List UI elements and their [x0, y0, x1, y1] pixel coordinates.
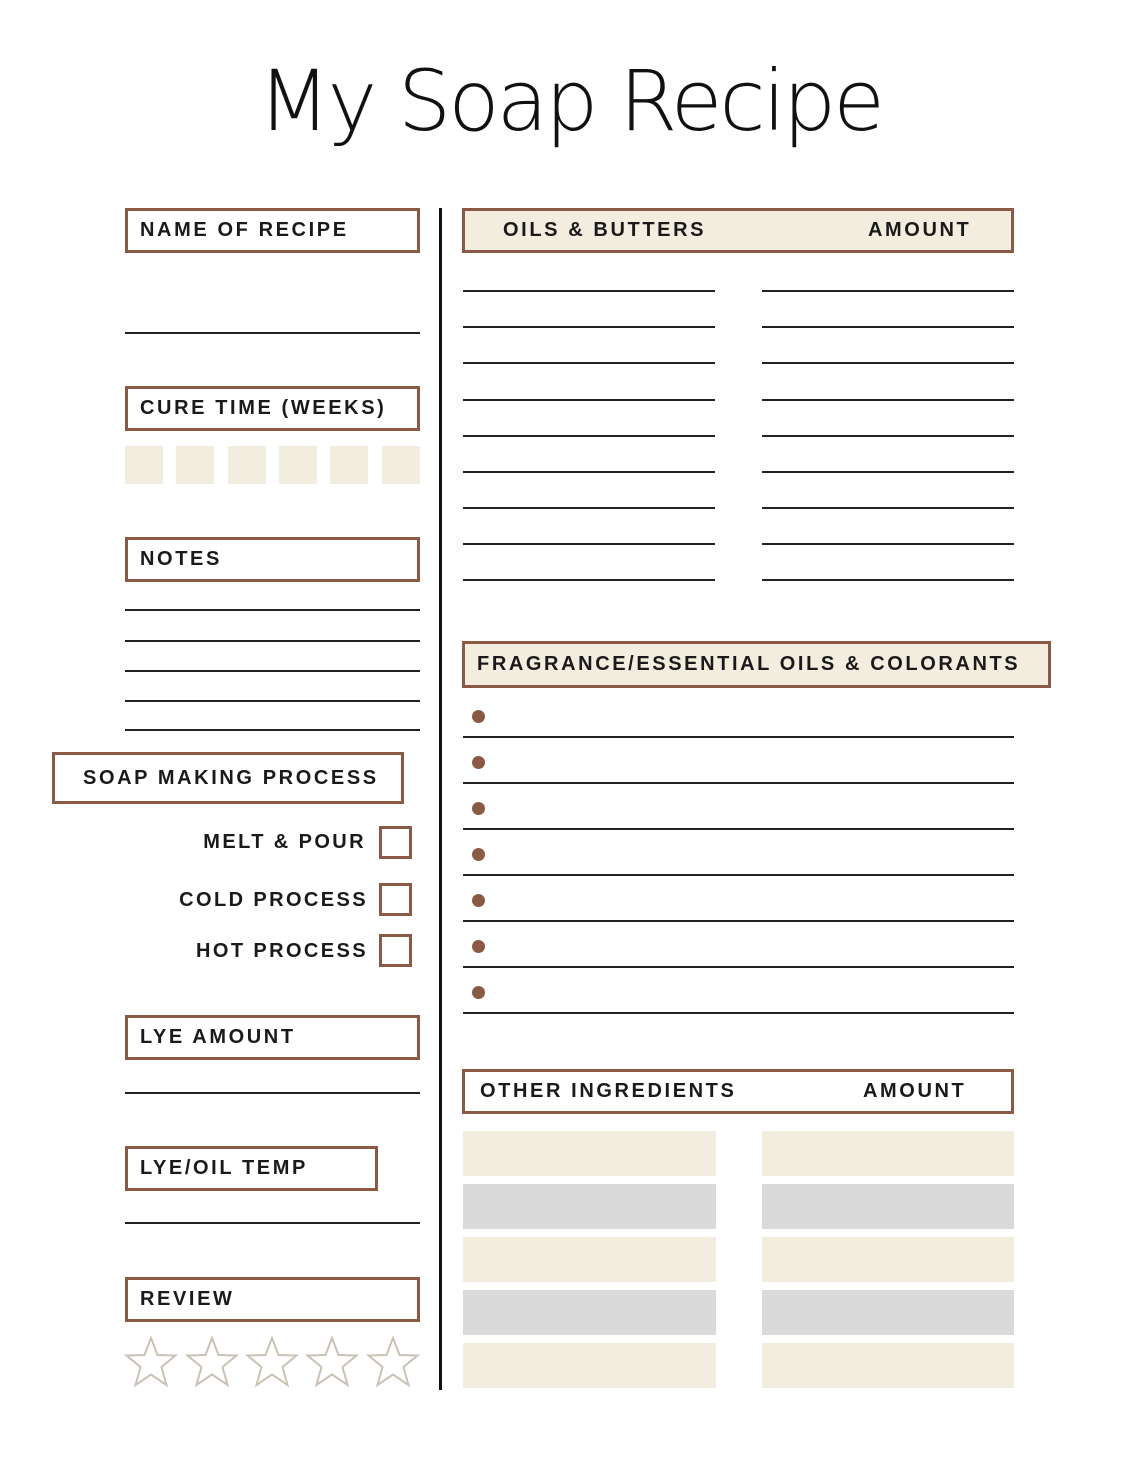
name-of-recipe-input-line[interactable]: [125, 332, 420, 334]
review-star-icon[interactable]: [185, 1336, 239, 1388]
column-divider: [439, 208, 442, 1390]
review-star-icon[interactable]: [305, 1336, 359, 1388]
lye-oil-temp-line[interactable]: [125, 1222, 420, 1224]
ingredient-name-field[interactable]: [463, 1184, 716, 1229]
cure-week-box[interactable]: [382, 446, 420, 484]
ingredient-amount-field[interactable]: [762, 1237, 1014, 1282]
notes-label: NOTES: [125, 537, 420, 582]
melt-pour-checkbox[interactable]: [379, 826, 412, 859]
oil-amount-line[interactable]: [762, 362, 1014, 364]
review-label: REVIEW: [125, 1277, 420, 1322]
lye-amount-line[interactable]: [125, 1092, 420, 1094]
melt-pour-label: MELT & POUR: [203, 831, 366, 853]
other-amount-label: AMOUNT: [863, 1080, 967, 1102]
ingredient-amount-field[interactable]: [762, 1343, 1014, 1388]
oils-butters-label: OILS & BUTTERS: [503, 219, 707, 241]
ingredient-amount-field[interactable]: [762, 1131, 1014, 1176]
lye-oil-temp-label: LYE/OIL TEMP: [125, 1146, 378, 1191]
bullet-dot: [472, 756, 485, 769]
review-star-icon[interactable]: [124, 1336, 178, 1388]
fragrance-line[interactable]: [463, 828, 1014, 830]
ingredient-name-field[interactable]: [463, 1237, 716, 1282]
oil-name-line[interactable]: [463, 399, 715, 401]
oil-amount-line[interactable]: [762, 507, 1014, 509]
ingredient-name-field[interactable]: [463, 1290, 716, 1335]
ingredient-name-field[interactable]: [463, 1343, 716, 1388]
cure-week-box[interactable]: [330, 446, 368, 484]
oil-amount-line[interactable]: [762, 543, 1014, 545]
ingredient-amount-field[interactable]: [762, 1184, 1014, 1229]
review-star-icon[interactable]: [245, 1336, 299, 1388]
bullet-dot: [472, 894, 485, 907]
cold-process-label: COLD PROCESS: [179, 889, 368, 911]
oil-amount-line[interactable]: [762, 290, 1014, 292]
fragrance-line[interactable]: [463, 782, 1014, 784]
ingredient-amount-field[interactable]: [762, 1290, 1014, 1335]
cure-time-label: CURE TIME (WEEKS): [125, 386, 420, 431]
cure-week-box[interactable]: [176, 446, 214, 484]
fragrance-line[interactable]: [463, 920, 1014, 922]
fragrance-line[interactable]: [463, 874, 1014, 876]
name-of-recipe-label: NAME OF RECIPE: [125, 208, 420, 253]
oils-amount-label: AMOUNT: [868, 219, 972, 241]
bullet-dot: [472, 710, 485, 723]
oil-name-line[interactable]: [463, 579, 715, 581]
oil-name-line[interactable]: [463, 290, 715, 292]
fragrance-line[interactable]: [463, 1012, 1014, 1014]
review-star-icon[interactable]: [366, 1336, 420, 1388]
notes-line[interactable]: [125, 700, 420, 702]
ingredient-name-field[interactable]: [463, 1131, 716, 1176]
oil-amount-line[interactable]: [762, 399, 1014, 401]
oil-name-line[interactable]: [463, 471, 715, 473]
oil-name-line[interactable]: [463, 435, 715, 437]
cure-week-box[interactable]: [228, 446, 266, 484]
oil-amount-line[interactable]: [762, 435, 1014, 437]
bullet-dot: [472, 940, 485, 953]
bullet-dot: [472, 802, 485, 815]
bullet-dot: [472, 986, 485, 999]
oil-name-line[interactable]: [463, 507, 715, 509]
lye-amount-label: LYE AMOUNT: [125, 1015, 420, 1060]
hot-process-label: HOT PROCESS: [196, 940, 368, 962]
notes-line[interactable]: [125, 640, 420, 642]
notes-line[interactable]: [125, 729, 420, 731]
oil-amount-line[interactable]: [762, 326, 1014, 328]
hot-process-checkbox[interactable]: [379, 934, 412, 967]
oil-name-line[interactable]: [463, 326, 715, 328]
bullet-dot: [472, 848, 485, 861]
oils-butters-header: [462, 208, 1014, 253]
fragrance-header: FRAGRANCE/ESSENTIAL OILS & COLORANTS: [462, 641, 1051, 688]
cold-process-checkbox[interactable]: [379, 883, 412, 916]
fragrance-line[interactable]: [463, 736, 1014, 738]
cure-week-box[interactable]: [125, 446, 163, 484]
notes-line[interactable]: [125, 609, 420, 611]
notes-line[interactable]: [125, 670, 420, 672]
cure-week-box[interactable]: [279, 446, 317, 484]
fragrance-line[interactable]: [463, 966, 1014, 968]
oil-amount-line[interactable]: [762, 579, 1014, 581]
oil-name-line[interactable]: [463, 543, 715, 545]
soap-making-process-label: SOAP MAKING PROCESS: [52, 752, 404, 804]
page-title: My Soap Recipe: [258, 52, 882, 150]
other-ingredients-header: [462, 1069, 1014, 1114]
other-ingredients-label: OTHER INGREDIENTS: [480, 1080, 737, 1102]
oil-amount-line[interactable]: [762, 471, 1014, 473]
oil-name-line[interactable]: [463, 362, 715, 364]
